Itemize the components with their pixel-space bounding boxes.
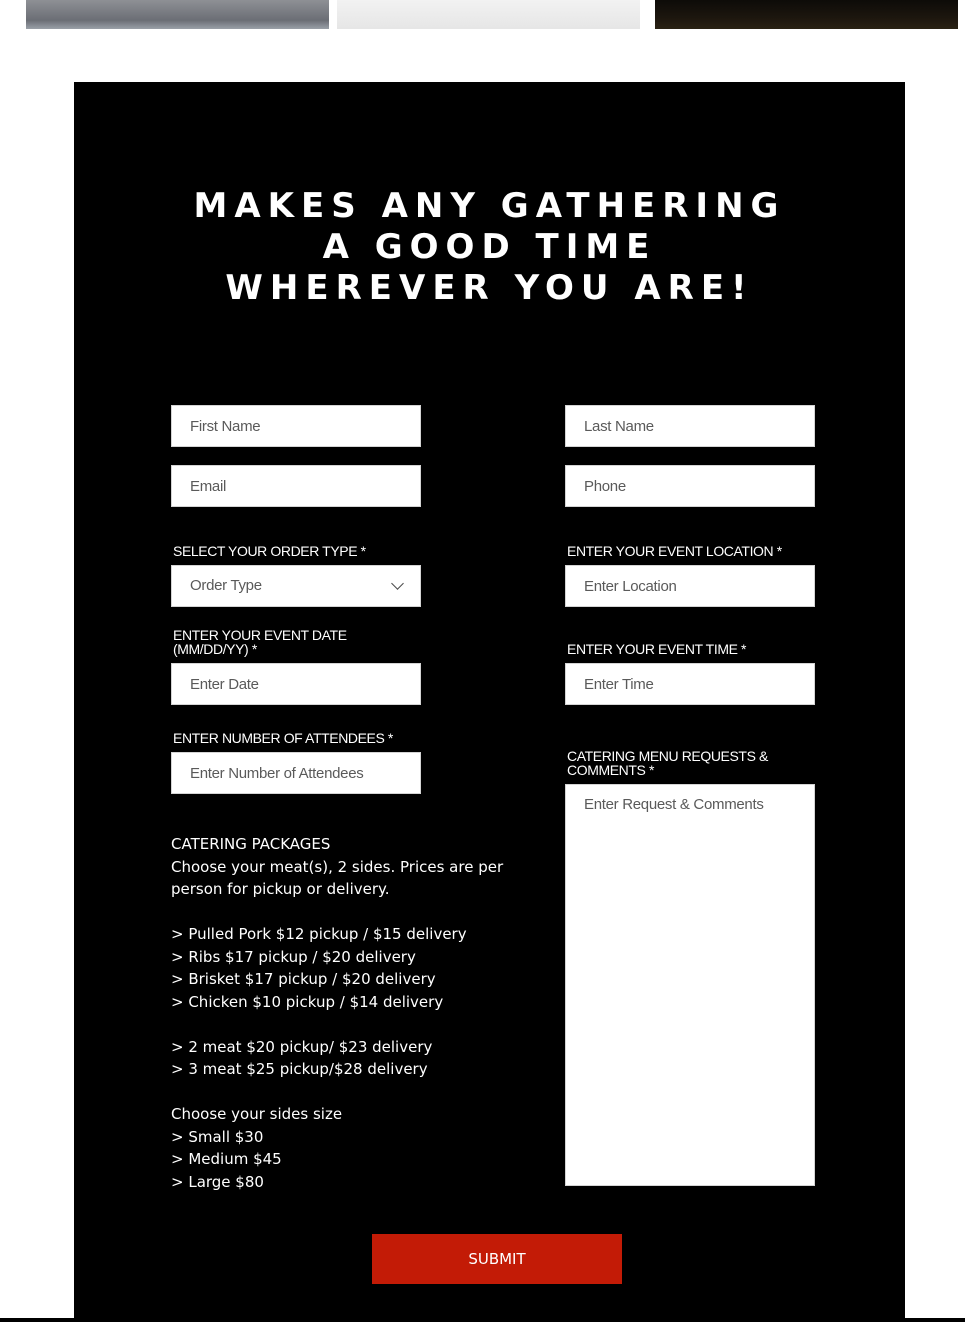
- comments-label-line-1: CATERING MENU REQUESTS &: [567, 748, 768, 764]
- event-location-input[interactable]: [565, 565, 815, 607]
- email-input[interactable]: [171, 465, 421, 507]
- event-date-label: [173, 628, 347, 656]
- attendees-input[interactable]: [171, 752, 421, 794]
- headline-line-2: A GOOD TIME: [322, 227, 657, 267]
- headline-line-3: WHEREVER YOU ARE!: [225, 268, 754, 308]
- combo-option: > 3 meat $25 pickup/$28 delivery: [171, 1060, 428, 1078]
- event-location-label: ENTER YOUR EVENT LOCATION *: [567, 543, 782, 559]
- packages-title: CATERING PACKAGES: [171, 835, 331, 853]
- meat-option: > Ribs $17 pickup / $20 delivery: [171, 947, 416, 966]
- event-date-label-line-2: (MM/DD/YY) *: [173, 641, 257, 657]
- headline-line-1: MAKES ANY GATHERING: [193, 186, 786, 226]
- order-type-label: SELECT YOUR ORDER TYPE *: [173, 543, 366, 559]
- comments-textarea[interactable]: [565, 784, 815, 1186]
- side-size-option: > Medium $45: [171, 1150, 282, 1168]
- last-name-input[interactable]: [565, 405, 815, 447]
- section-headline: [74, 186, 905, 309]
- first-name-input[interactable]: [171, 405, 421, 447]
- page-bottom-divider: [0, 1318, 965, 1322]
- combo-option: > 2 meat $20 pickup/ $23 delivery: [171, 1037, 433, 1056]
- chevron-down-icon: [391, 577, 404, 590]
- event-time-label: ENTER YOUR EVENT TIME *: [567, 641, 747, 657]
- packages-intro: Choose your meat(s), 2 sides. Prices are per person for pickup or delivery.: [171, 857, 504, 898]
- meat-option: > Pulled Pork $12 pickup / $15 delivery: [171, 925, 467, 943]
- sides-title: Choose your sides size: [171, 1105, 343, 1123]
- catering-packages-info: [171, 833, 521, 1193]
- catering-form-section: [74, 82, 905, 1322]
- attendees-label: ENTER NUMBER OF ATTENDEES *: [173, 730, 393, 746]
- phone-input[interactable]: [565, 465, 815, 507]
- side-size-option: > Small $30: [171, 1127, 264, 1146]
- event-time-input[interactable]: [565, 663, 815, 705]
- event-date-label-line-1: ENTER YOUR EVENT DATE: [173, 627, 347, 643]
- comments-label-line-2: COMMENTS *: [567, 762, 655, 778]
- order-type-value: Order Type: [190, 577, 262, 594]
- meat-option: > Brisket $17 pickup / $20 delivery: [171, 970, 436, 988]
- gallery-image-3[interactable]: [655, 0, 958, 29]
- meat-option: > Chicken $10 pickup / $14 delivery: [171, 992, 444, 1011]
- event-date-input[interactable]: [171, 663, 421, 705]
- order-type-select[interactable]: [171, 565, 421, 607]
- side-size-option: > Large $80: [171, 1172, 264, 1191]
- submit-button[interactable]: SUBMIT: [372, 1234, 622, 1284]
- gallery-image-1[interactable]: [26, 0, 329, 29]
- gallery-image-2[interactable]: [337, 0, 640, 29]
- gallery-strip: [0, 0, 965, 30]
- comments-label: [567, 749, 768, 777]
